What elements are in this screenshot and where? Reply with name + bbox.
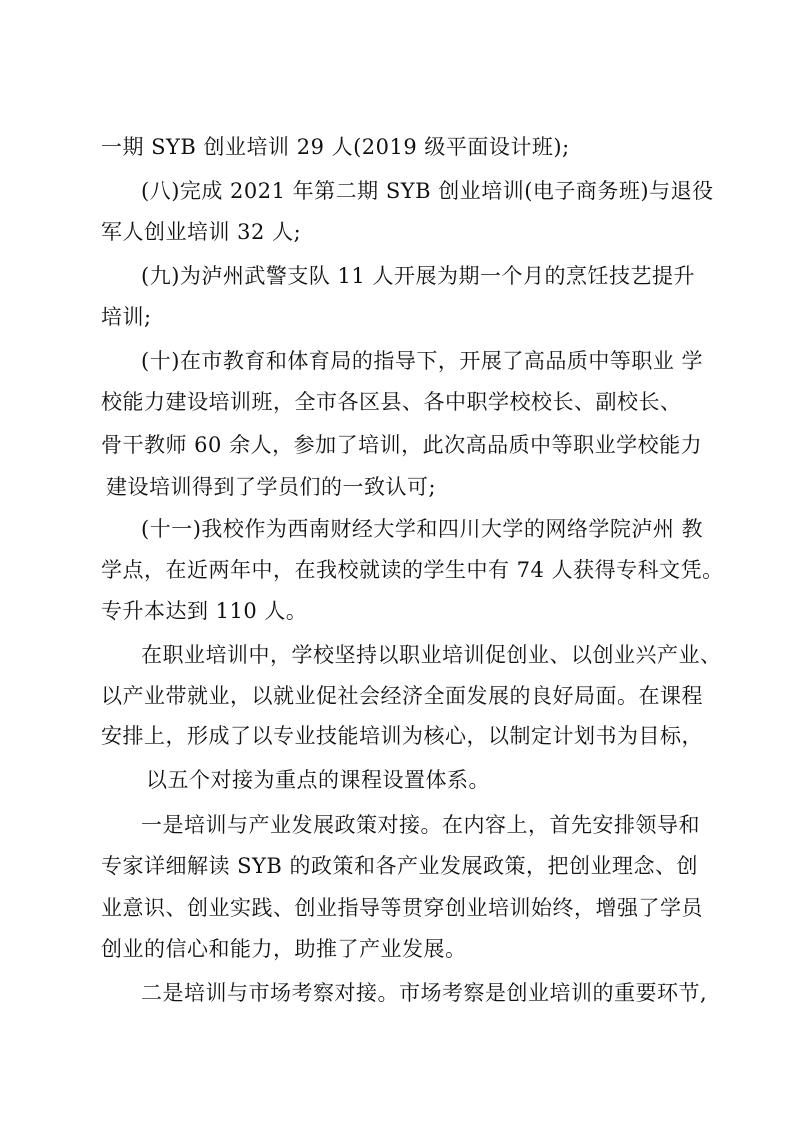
text-line-11: 学点，在近两年中，在我校就读的学生中有 74 人获得专科文凭。 xyxy=(101,558,724,582)
text-line-17: 一是培训与产业发展政策对接。在内容上，首先安排领导和 xyxy=(141,813,700,837)
text-line-13: 在职业培训中，学校坚持以职业培训促创业、以创业兴产业、 xyxy=(141,643,722,667)
text-line-7: 校能力建设培训班，全市各区县、各中职学校校长、副校长、 xyxy=(101,390,682,414)
text-line-19: 业意识、创业实践、创业指导等贯穿创业培训始终，增强了学员 xyxy=(101,896,703,920)
text-line-8: 骨干教师 60 余人，参加了培训，此次高品质中等职业学校能力 xyxy=(101,433,703,457)
text-line-18: 专家详细解读 SYB 的政策和各产业发展政策，把创业理念、创 xyxy=(101,854,699,878)
text-line-12: 专升本达到 110 人。 xyxy=(101,599,308,623)
text-line-5: 培训; xyxy=(101,305,152,329)
text-line-14: 以产业带就业，以就业促社会经济全面发展的良好局面。在课程 xyxy=(101,684,703,708)
text-line-9: 建设培训得到了学员们的一致认可; xyxy=(106,475,437,499)
text-line-21: 二是培训与市场考察对接。市场考察是创业培训的重要环节, xyxy=(141,981,708,1005)
text-line-16: 以五个对接为重点的课程设置体系。 xyxy=(146,768,490,792)
text-line-3: 军人创业培训 32 人; xyxy=(101,220,302,244)
text-line-20: 创业的信心和能力，助推了产业发展。 xyxy=(101,937,467,961)
text-line-1: 一期 SYB 创业培训 29 人(2019 级平面设计班); xyxy=(101,135,570,159)
text-line-4: (九)为泸州武警支队 11 人开展为期一个月的烹饪技艺提升 xyxy=(141,264,695,288)
text-line-2: (八)完成 2021 年第二期 SYB 创业培训(电子商务班)与退役 xyxy=(141,179,714,203)
text-line-6: (十)在市教育和体育局的指导下，开展了高品质中等职业 学 xyxy=(141,349,704,373)
text-line-15: 安排上，形成了以专业技能培训为核心，以制定计划书为目标， xyxy=(101,724,703,748)
text-line-10: (十一)我校作为西南财经大学和四川大学的网络学院泸州 教 xyxy=(141,517,704,541)
